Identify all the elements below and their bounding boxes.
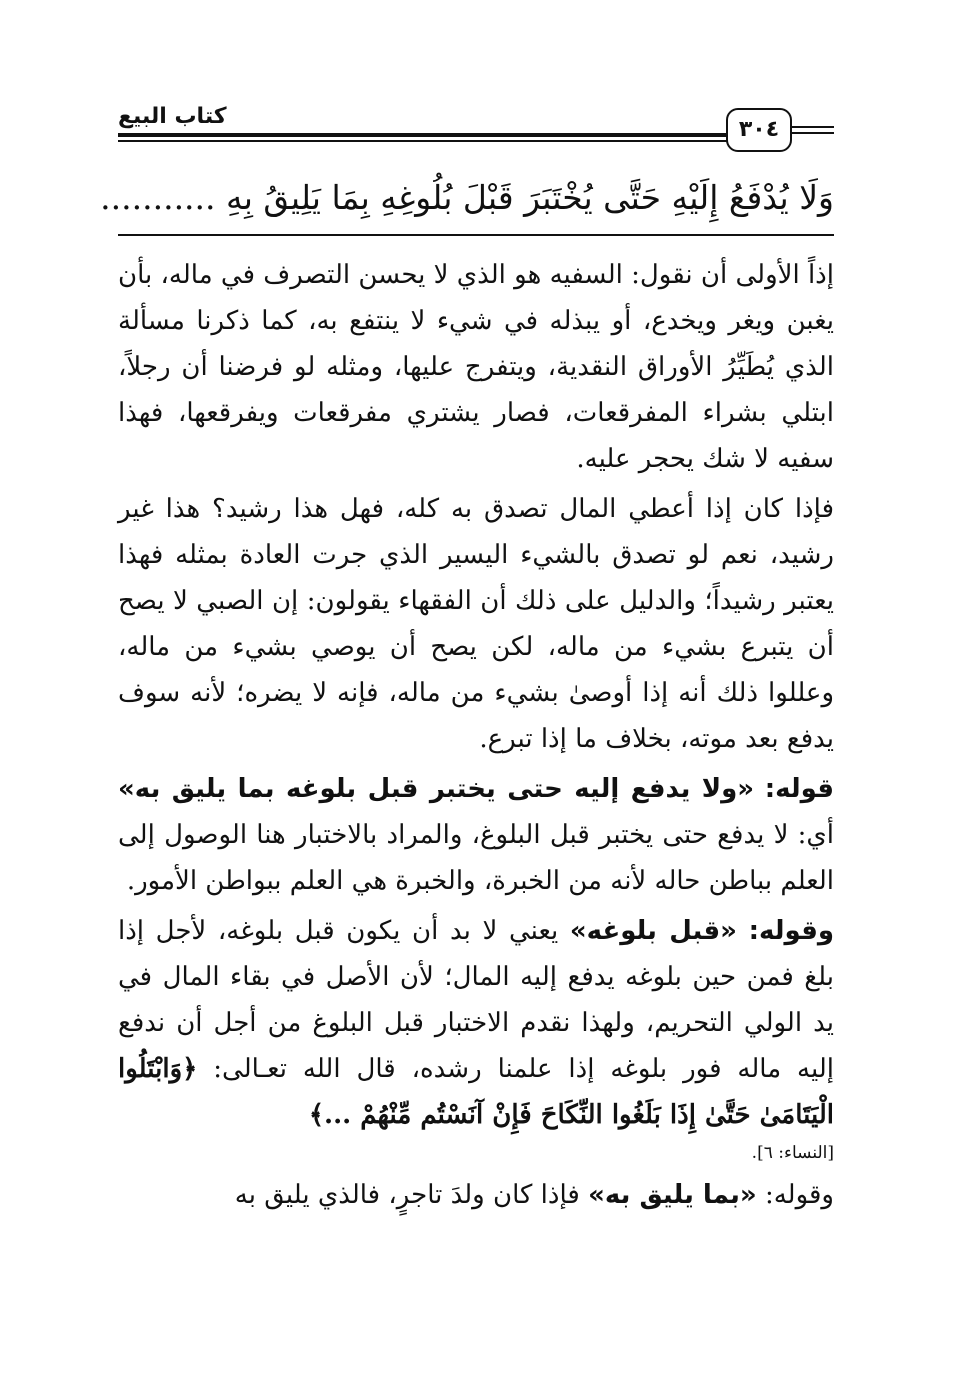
page-number-badge: ٣٠٤ [726,108,792,152]
matn-line: وَلَا يُدْفَعُ إِلَيْهِ حَتَّى يُخْتَبَرَ قَبْلَ بُلُوغِهِ بِمَا يَلِيقُ بِهِ ........... [100,178,834,217]
page-header [118,100,834,160]
paragraph-2-text: فإذا كان إذا أعطي المال تصدق به كله، فهل هذا رشيد؟ هذا غير رشيد، نعم لو تصدق بالشيء اليسير الذي جرت العادة بمثله فهذا يعتبر رشيداً؛ والدليل على ذلك أن الفقهاء يقولون: إن الصبي لا يصح أن يتبرع بشيء من ماله، لكن يصح أن يوصي بشيء من ماله، وعللوا ذلك أنه إذا أوصىٰ بشيء من ماله، فإنه لا يضره؛ لأنه سوف يدفع بعد موته، بخلاف ما إذا تبرع. [118,494,834,754]
paragraph-4-quote: «قبل بلوغه» [569,916,737,946]
paragraph-5-text: فإذا كان ولدَ تاجرٍ، فالذي يليق به [234,1180,580,1210]
paragraph-1-text: إذاً الأولى أن نقول: السفيه هو الذي لا يحسن التصرف في ماله، بأن يغبن ويغر ويخدع، أو يبذله في شيء لا ينتفع به، كما ذكرنا مسألة الذي يُطَيِّرُ الأوراق النقدية، ويتفرج عليها، ومثله لو فرضنا أن رجلاً، ابتلي بشراء المفرقعات، فصار يشتري مفرقعات ويفرقعها، فهذا سفيه لا شك يحجر عليه. [118,260,834,474]
verse-reference: [النساء: ٦]. [751,1143,834,1163]
header-rule-right-upper [790,126,834,128]
paragraph-4-text: يعني لا بد أن يكون قبل بلوغه، لأجل إذا بلغ فمن حين بلوغه يدفع إليه المال؛ لأن الأصل في بقاء المال في يد الولي التحريم، ولهذا نقدم الاختبار قبل البلوغ من أجل أن ندفع إليه ماله فور بلوغه إذا علمنا رشده، قال الله تعـالى: [118,916,834,1084]
paragraph-3-text: أي: لا يدفع حتى يختبر قبل البلوغ، والمراد بالاختبار هنا الوصول إلى العلم بباطن حاله لأنه من الخبرة، والخبرة هي العلم ببواطن الأمور. [118,820,834,896]
paragraph-3 [118,766,834,904]
paragraph-5 [118,1172,834,1218]
paragraph-1 [118,252,834,482]
header-rule-thin [118,140,730,142]
quran-verse: ﴿وَابْتَلُوا الْيَتَامَىٰ حَتَّىٰ إِذَا بَلَغُوا النِّكَاحَ فَإِنْ آنَسْتُم مِّنْهُمْ ...﴾ [118,1054,834,1130]
paragraph-5-lead: وقوله: [764,1180,834,1210]
paragraph-4 [118,908,834,1138]
header-rule-right-lower [790,132,834,134]
paragraph-3-lead: قوله: [764,774,834,804]
paragraph-5-quote: «بما يليق به» [588,1180,757,1210]
paragraph-2 [118,486,834,762]
paragraph-3-quote: «ولا يدفع إليه حتى يختبر قبل بلوغه بما يليق به» [118,774,755,804]
matn-divider [118,234,834,236]
paragraph-4-lead: وقوله: [748,916,835,946]
commentary-body [118,252,834,1218]
book-title: كتاب البيع [118,104,227,129]
header-rule-thick [118,133,730,137]
